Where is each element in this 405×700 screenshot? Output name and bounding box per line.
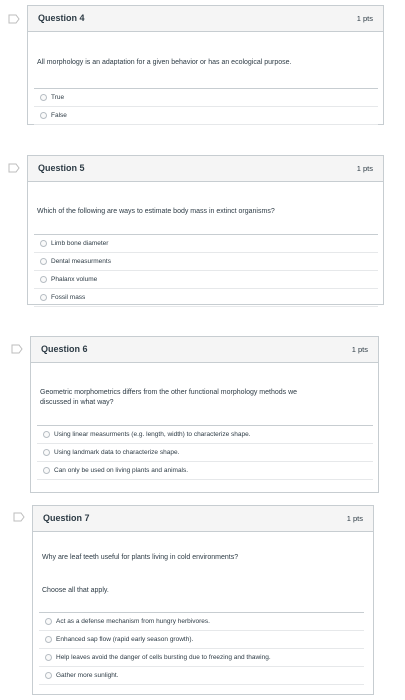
question-title: Question 6 <box>41 344 88 354</box>
question-text-line: discussed in what way? <box>40 399 114 406</box>
question-text: Why are leaf teeth useful for plants living in cold environments? <box>42 554 239 561</box>
answer-label: Phalanx volume <box>51 276 98 283</box>
answer-option[interactable] <box>34 253 378 271</box>
answer-option[interactable] <box>39 613 364 631</box>
answer-label: Help leaves avoid the danger of cells bursting due to freezing and thawing. <box>56 654 271 661</box>
answer-list <box>37 425 373 480</box>
radio-button[interactable] <box>40 276 47 283</box>
answer-label: Enhanced sap flow (rapid early season growth). <box>56 636 194 643</box>
question-points: 1 pts <box>351 345 368 354</box>
question-points: 1 pts <box>356 164 373 173</box>
answer-label: True <box>51 94 65 101</box>
radio-button[interactable] <box>40 240 47 247</box>
question-5 <box>27 155 384 305</box>
answer-label: Fossil mass <box>51 294 86 301</box>
answer-label: Using linear measurments (e.g. length, width) to characterize shape. <box>54 431 251 438</box>
question-4 <box>27 5 384 125</box>
question-points: 1 pts <box>346 514 363 523</box>
question-text <box>40 388 297 408</box>
question-header <box>28 156 383 182</box>
answer-option[interactable] <box>34 235 378 253</box>
checkbox[interactable] <box>45 636 52 643</box>
question-title: Question 4 <box>38 13 85 23</box>
question-6 <box>30 336 379 493</box>
radio-button[interactable] <box>40 294 47 301</box>
radio-button[interactable] <box>43 449 50 456</box>
answer-list <box>39 612 364 685</box>
question-text: All morphology is an adaptation for a given behavior or has an ecological purpose. <box>37 59 292 66</box>
answer-option[interactable] <box>39 631 364 649</box>
radio-button[interactable] <box>43 467 50 474</box>
answer-label: False <box>51 112 67 119</box>
answer-label: Gather more sunlight. <box>56 672 119 679</box>
answer-label: Dental measurments <box>51 258 111 265</box>
checkbox[interactable] <box>45 672 52 679</box>
answer-label: Can only be used on living plants and animals. <box>54 467 189 474</box>
answer-label: Limb bone diameter <box>51 240 109 247</box>
question-header <box>33 506 373 532</box>
answer-option[interactable] <box>34 271 378 289</box>
answer-option[interactable] <box>37 462 373 480</box>
question-header <box>28 6 383 32</box>
question-text: Which of the following are ways to estimate body mass in extinct organisms? <box>37 208 275 215</box>
question-header <box>31 337 378 363</box>
flag-icon[interactable] <box>8 163 20 173</box>
answer-label: Act as a defense mechanism from hungry herbivores. <box>56 618 210 625</box>
answer-option[interactable] <box>34 107 378 125</box>
question-title: Question 5 <box>38 163 85 173</box>
flag-icon[interactable] <box>13 512 25 522</box>
answer-option[interactable] <box>34 289 378 307</box>
radio-button[interactable] <box>40 94 47 101</box>
checkbox[interactable] <box>45 618 52 625</box>
answer-list <box>34 88 378 125</box>
answer-option[interactable] <box>39 649 364 667</box>
radio-button[interactable] <box>40 112 47 119</box>
question-title: Question 7 <box>43 513 90 523</box>
answer-option[interactable] <box>37 426 373 444</box>
answer-list <box>34 234 378 307</box>
question-text-line: Geometric morphometrics differs from the other functional morphology methods we <box>40 389 298 396</box>
question-instruction: Choose all that apply. <box>42 587 109 594</box>
question-points: 1 pts <box>356 14 373 23</box>
answer-option[interactable] <box>37 444 373 462</box>
radio-button[interactable] <box>40 258 47 265</box>
checkbox[interactable] <box>45 654 52 661</box>
question-7 <box>32 505 374 695</box>
answer-label: Using landmark data to characterize shape. <box>54 449 180 456</box>
answer-option[interactable] <box>39 667 364 685</box>
flag-icon[interactable] <box>8 14 20 24</box>
radio-button[interactable] <box>43 431 50 438</box>
flag-icon[interactable] <box>11 344 23 354</box>
answer-option[interactable] <box>34 89 378 107</box>
